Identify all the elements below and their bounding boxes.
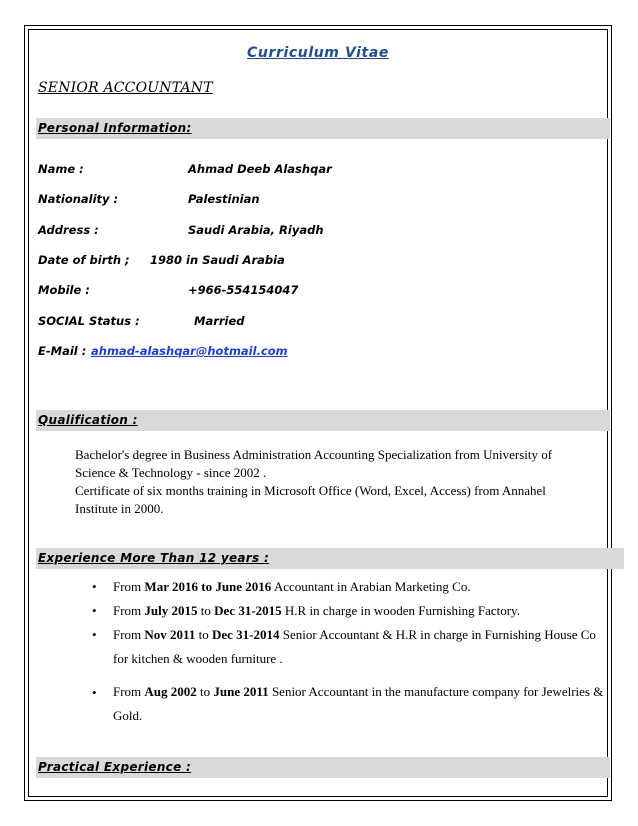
practical-experience-heading: Practical Experience : <box>38 760 192 774</box>
bullet-4: • <box>92 685 97 700</box>
bullet-2: • <box>92 603 97 618</box>
qualification-header <box>36 410 610 431</box>
cv-title: Curriculum Vitae <box>247 45 389 61</box>
bullet-1: • <box>92 579 97 594</box>
personal-info-heading: Personal Information: <box>38 121 192 135</box>
social-status-label: SOCIAL Status : <box>38 314 140 328</box>
experience-item-4: From Aug 2002 to June 2011 Senior Accountant in the manufacture company for Jewelries & Gold. <box>113 684 604 723</box>
mobile-value: +966-554154047 <box>188 283 299 297</box>
experience-item-2: From July 2015 to Dec 31-2015 H.R in charge in wooden Furnishing Factory. <box>113 603 520 618</box>
personal-info-header <box>36 118 610 139</box>
name-label: Name : <box>38 162 84 176</box>
experience-item-3: From Nov 2011 to Dec 31-2014 Senior Accountant & H.R in charge in Furnishing House Co for kitchen & wooden furniture . <box>113 627 596 666</box>
qualification-certificate: Certificate of six months training in Microsoft Office (Word, Excel, Access) from Annahel Institute in 2000. <box>75 483 546 516</box>
mobile-label: Mobile : <box>38 283 90 297</box>
social-status-value: Married <box>194 314 245 328</box>
name-value: Ahmad Deeb Alashqar <box>188 162 332 176</box>
job-title: SENIOR ACCOUNTANT <box>38 80 213 96</box>
qualification-degree: Bachelor's degree in Business Administration Accounting Specialization from University of Science & Technology - since 2002 . <box>75 447 553 480</box>
birth-date-value: 1980 in Saudi Arabia <box>150 253 285 267</box>
email-label: E-Mail : <box>38 344 87 358</box>
experience-heading: Experience More Than 12 years : <box>38 551 270 565</box>
experience-header <box>36 548 624 569</box>
address-label: Address : <box>38 223 99 237</box>
nationality-value: Palestinian <box>188 192 260 206</box>
practical-experience-header <box>36 757 610 778</box>
bullet-3: • <box>92 627 97 642</box>
cv-document <box>28 29 608 797</box>
email-link[interactable]: ahmad-alashqar@hotmail.com <box>91 344 288 358</box>
experience-item-1: From Mar 2016 to June 2016 Accountant in Arabian Marketing Co. <box>113 579 471 594</box>
birth-date-label: Date of birth ; <box>38 253 130 267</box>
address-value: Saudi Arabia, Riyadh <box>188 223 324 237</box>
qualification-heading: Qualification : <box>38 413 138 427</box>
nationality-label: Nationality : <box>38 192 119 206</box>
